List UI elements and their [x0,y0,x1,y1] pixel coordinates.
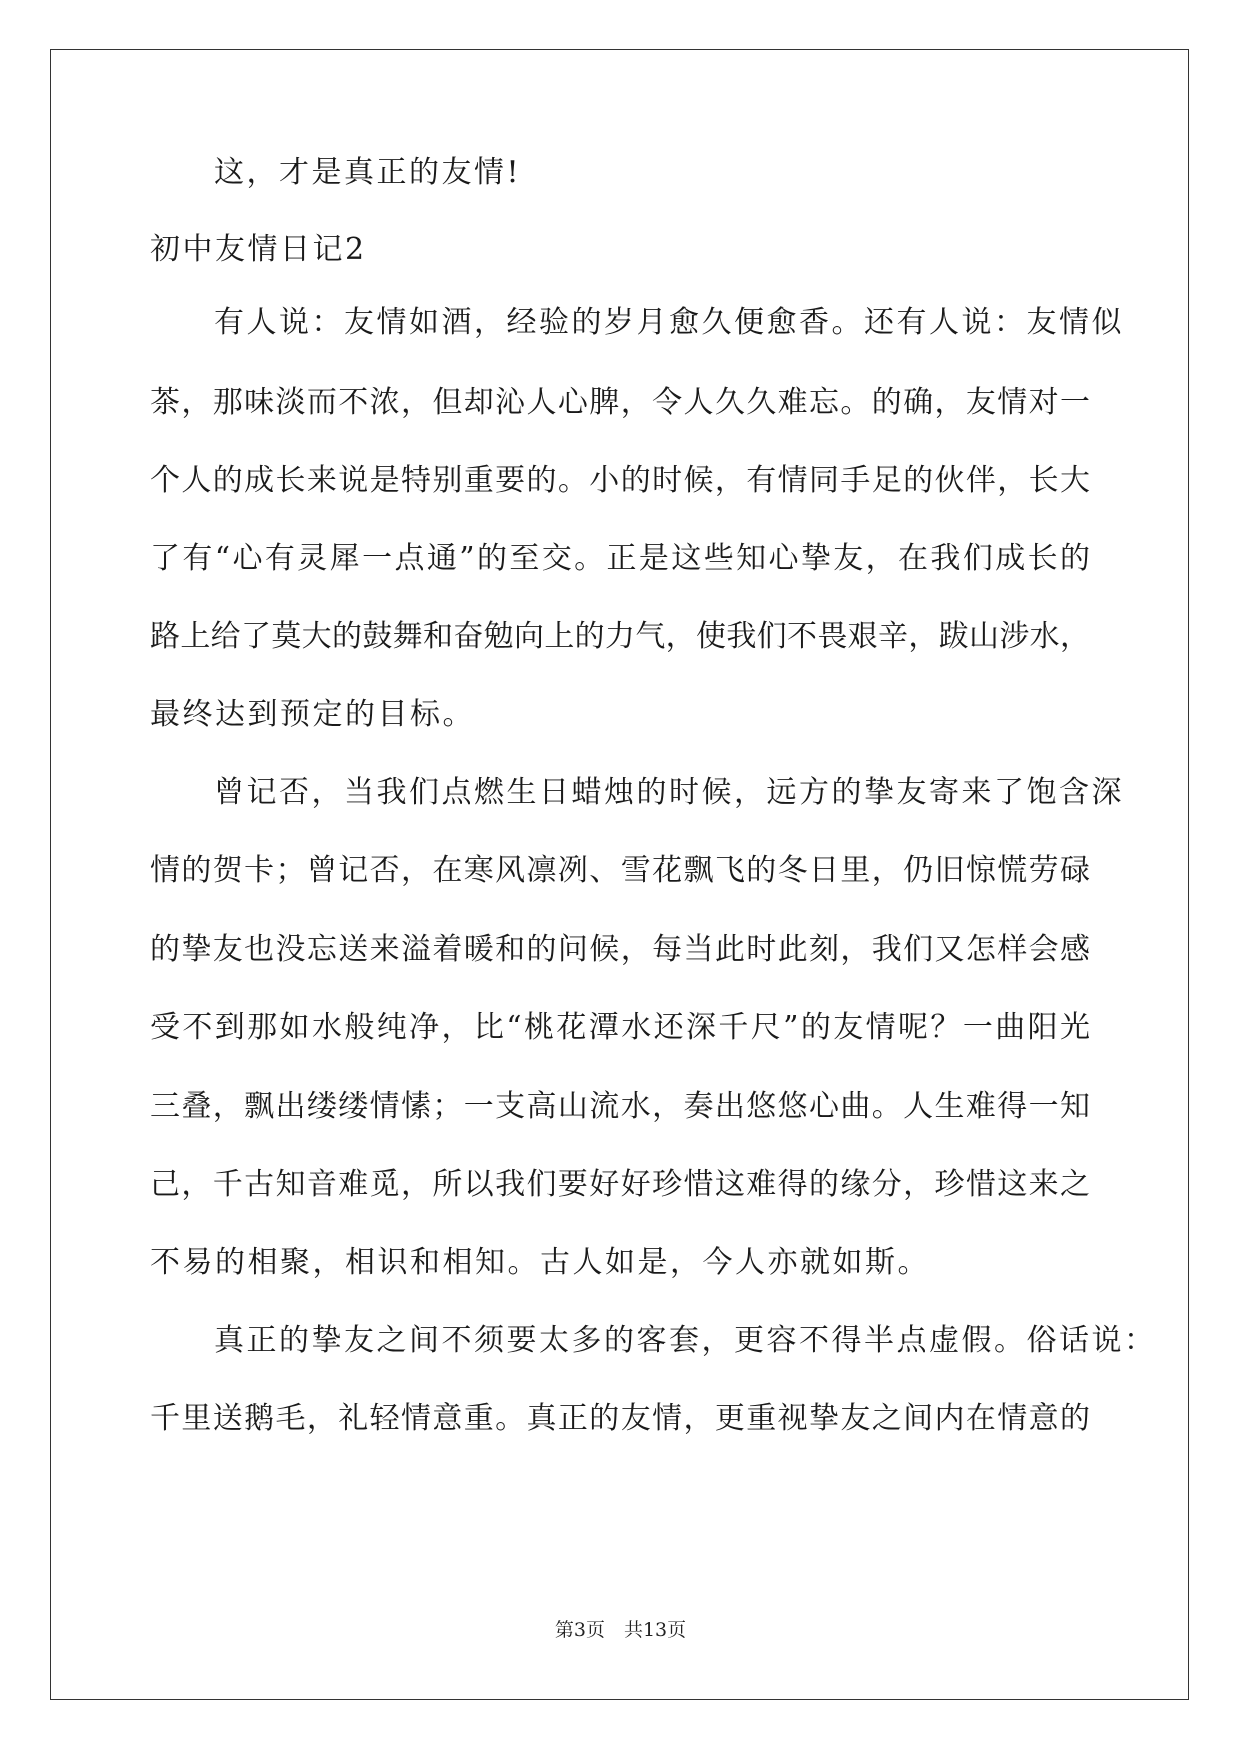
paragraph-line: 茶，那味淡而不浓，但却沁人心脾，令人久久难忘。的确，友情对一 [150,385,1090,420]
paragraph-line: 真正的挚友之间不须要太多的客套，更容不得半点虚假。俗话说： [214,1323,1157,1358]
paragraph-line: 千里送鹅毛，礼轻情意重。真正的友情，更重视挚友之间内在情意的 [150,1401,1090,1436]
paragraph-line: 这，才是真正的友情! [214,155,522,190]
paragraph-line: 了有“心有灵犀一点通”的至交。正是这些知心挚友，在我们成长的 [150,541,1090,576]
section-heading: 初中友情日记2 [150,232,367,267]
paragraph-line: 路上给了莫大的鼓舞和奋勉向上的力气，使我们不畏艰辛，跋山涉水， [150,619,1090,654]
paragraph-line: 受不到那如水般纯净，比“桃花潭水还深千尺”的友情呢？一曲阳光 [150,1010,1090,1045]
paragraph-line: 己，千古知音难觅，所以我们要好好珍惜这难得的缘分，珍惜这来之 [150,1167,1090,1202]
paragraph-line: 三叠，飘出缕缕情愫；一支高山流水，奏出悠悠心曲。人生难得一知 [150,1089,1090,1124]
paragraph-line: 情的贺卡；曾记否，在寒风凛冽、雪花飘飞的冬日里，仍旧惊慌劳碌 [150,853,1090,888]
paragraph-line: 曾记否，当我们点燃生日蜡烛的时候，远方的挚友寄来了饱含深 [214,775,1124,810]
paragraph-line: 有人说：友情如酒，经验的岁月愈久便愈香。还有人说：友情似 [214,305,1124,340]
paragraph-line: 个人的成长来说是特别重要的。小的时候，有情同手足的伙伴，长大 [150,463,1090,498]
paragraph-line: 最终达到预定的目标。 [150,697,475,732]
paragraph-line: 不易的相聚，相识和相知。古人如是，今人亦就如斯。 [150,1245,930,1280]
page-number: 第3页 共13页 [554,1619,687,1641]
paragraph-line: 的挚友也没忘送来溢着暖和的问候，每当此时此刻，我们又怎样会感 [150,932,1090,967]
